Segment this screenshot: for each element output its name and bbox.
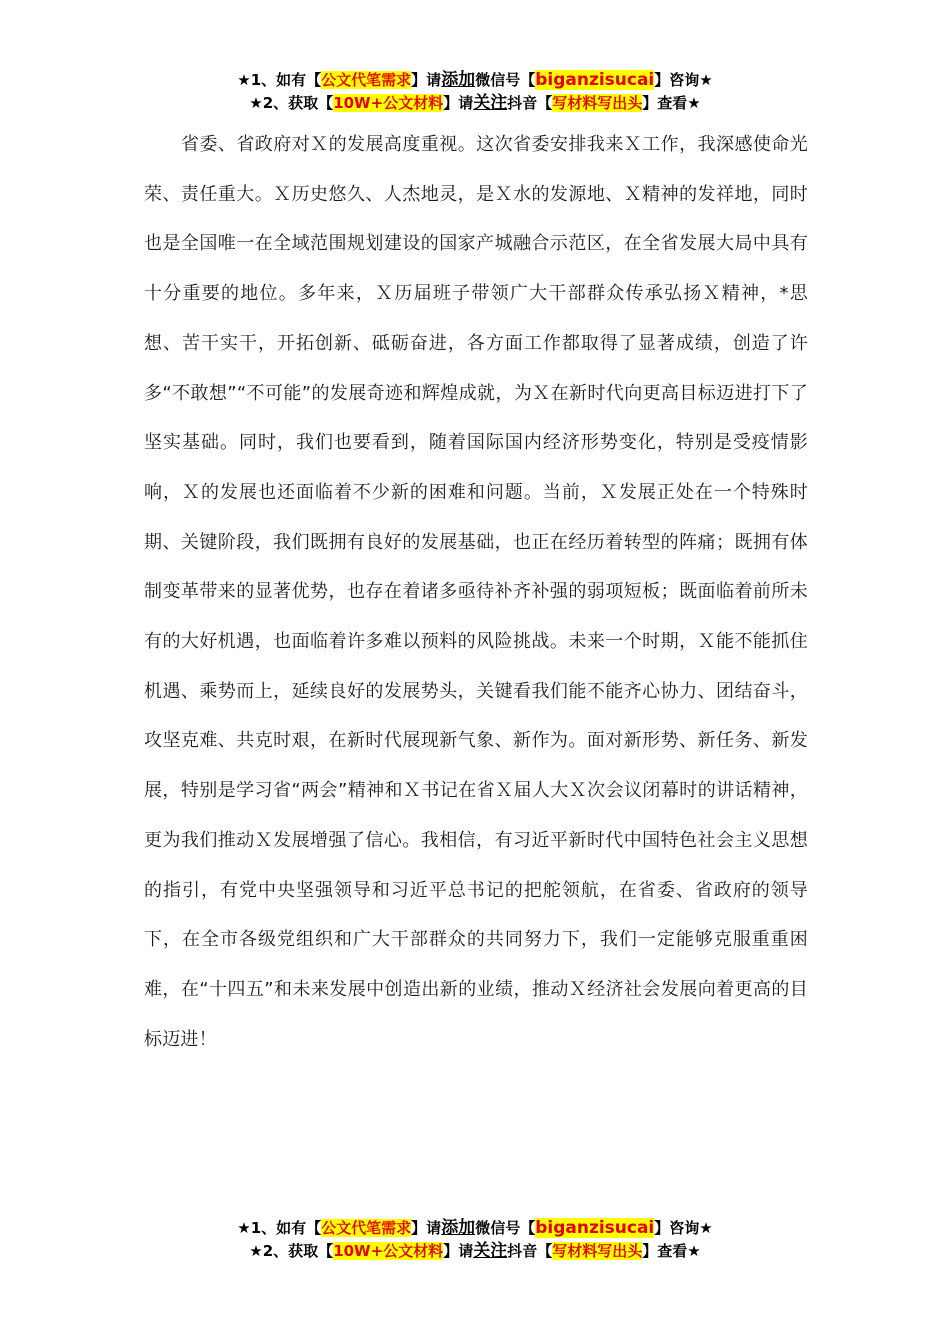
- highlight-materials: 10W+公文材料: [333, 94, 444, 112]
- banner-text: 】咨询★: [654, 71, 713, 89]
- underlined-text: 添加: [441, 1218, 476, 1238]
- footer-banner: [0, 1217, 950, 1263]
- banner-text: ★2、获取【: [249, 94, 334, 112]
- highlight-materials: 10W+公文材料: [333, 1242, 444, 1260]
- highlight-douyin-account: 写材料写出头: [552, 94, 643, 112]
- banner-line-1: [0, 69, 950, 92]
- highlight-wechat-id: biganzisucai: [535, 70, 655, 90]
- banner-text: 】请: [443, 1242, 474, 1260]
- underlined-text: 关注: [473, 1241, 508, 1261]
- banner-text: 微信号【: [475, 71, 536, 89]
- banner-text: ★1、如有【: [237, 71, 322, 89]
- banner-text: 】请: [443, 94, 474, 112]
- body-paragraph: 省委、省政府对Ｘ的发展高度重视。这次省委安排我来Ｘ工作，我深感使命光荣、责任重大。Ｘ历史悠久、人杰地灵，是Ｘ水的发源地、Ｘ精神的发祥地，同时也是全国唯一在全域范围规划建设的国家产城融合示范区，在全省发展大局中具有十分重要的地位。多年来，Ｘ历届班子带领广大干部群众传承弘扬Ｘ精神，*思想、苦干实干，开拓创新、砥砺奋进，各方面工作都取得了显著成绩，创造了许多“不敢想”“不可能”的发展奇迹和辉煌成就，为Ｘ在新时代向更高目标迈进打下了坚实基础。同时，我们也要看到，随着国际国内经济形势变化，特别是受疫情影响，Ｘ的发展也还面临着不少新的困难和问题。当前，Ｘ发展正处在一个特殊时期、关键阶段，我们既拥有良好的发展基础，也正在经历着转型的阵痛；既拥有体制变革带来的显著优势，也存在着诸多亟待补齐补强的弱项短板；既面临着前所未有的大好机遇，也面临着许多难以预料的风险挑战。未来一个时期，Ｘ能不能抓住机遇、乘势而上，延续良好的发展势头，关键看我们能不能齐心协力、团结奋斗，攻坚克难、共克时艰，在新时代展现新气象、新作为。面对新形势、新任务、新发展，特别是学习省“两会”精神和Ｘ书记在省Ｘ届人大Ｘ次会议闭幕时的讲话精神，更为我们推动Ｘ发展增强了信心。我相信，有习近平新时代中国特色社会主义思想的指引，有党中央坚强领导和习近平总书记的把舵领航，在省委、省政府的领导下，在全市各级党组织和广大干部群众的共同努力下，我们一定能够克服重重困难，在“十四五”和未来发展中创造出新的业绩，推动Ｘ经济社会发展向着更高的目标迈进！: [144, 134, 808, 1050]
- banner-text: 】查看★: [642, 1242, 701, 1260]
- banner-text: 抖音【: [507, 1242, 553, 1260]
- banner-text: ★2、获取【: [249, 1242, 334, 1260]
- banner-text: 】请: [411, 1219, 442, 1237]
- header-banner: [0, 69, 950, 115]
- banner-line-1: [0, 1217, 950, 1240]
- highlight-wechat-id: biganzisucai: [535, 1218, 655, 1238]
- highlight-service: 公文代笔需求: [321, 71, 412, 89]
- highlight-douyin-account: 写材料写出头: [552, 1242, 643, 1260]
- banner-line-2: [0, 1240, 950, 1263]
- banner-text: 】查看★: [642, 94, 701, 112]
- banner-line-2: [0, 92, 950, 115]
- banner-text: 微信号【: [475, 1219, 536, 1237]
- highlight-service: 公文代笔需求: [321, 1219, 412, 1237]
- banner-text: ★1、如有【: [237, 1219, 322, 1237]
- underlined-text: 添加: [441, 70, 476, 90]
- underlined-text: 关注: [473, 93, 508, 113]
- banner-text: 】请: [411, 71, 442, 89]
- banner-text: 】咨询★: [654, 1219, 713, 1237]
- banner-text: 抖音【: [507, 94, 553, 112]
